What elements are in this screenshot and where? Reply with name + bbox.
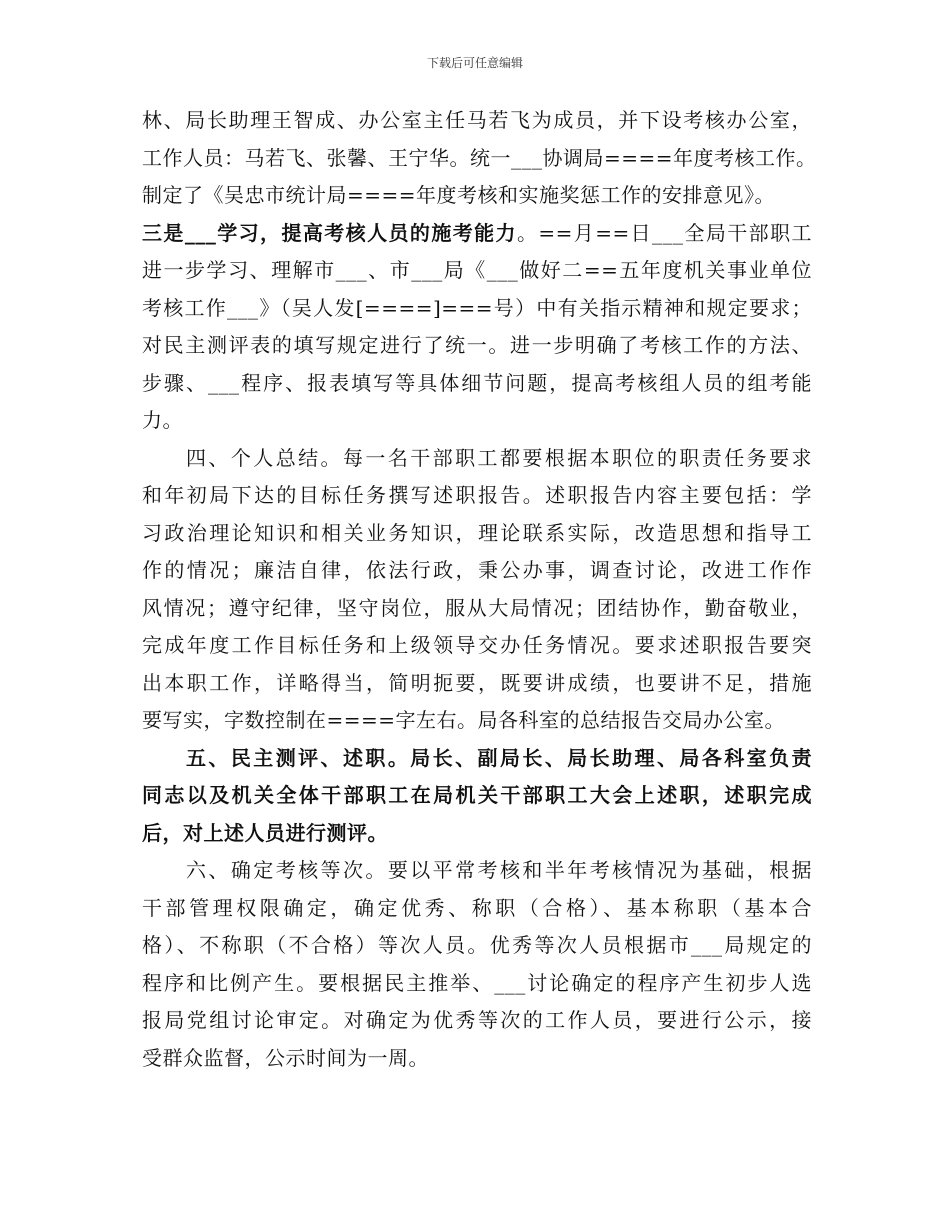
text-line: 习政治理论知识和相关业务知识，理论联系实际，改造思想和指导工 — [142, 520, 812, 545]
text-line: 报局党组讨论审定。对确定为优秀等次的工作人员，要进行公示，接 — [142, 1008, 812, 1032]
text-line: 考核工作___》（吴人发[====]===号）中有关指示精神和规定要求； — [142, 295, 812, 320]
text-line: 四、个人总结。每一名干部职工都要根据本职位的职责任务要求 — [186, 445, 812, 470]
text-line: 风情况；遵守纪律，坚守岗位，服从大局情况；团结协作，勤奋敬业， — [142, 595, 812, 620]
text-line: 六、确定考核等次。要以平常考核和半年考核情况为基础，根据 — [186, 858, 812, 882]
text-line: 力。 — [142, 408, 183, 432]
text-line: 完成年度工作目标任务和上级领导交办任务情况。要求述职报告要突 — [142, 633, 812, 657]
text-line: 干部管理权限确定，确定优秀、称职（合格）、基本称职（基本合 — [142, 895, 812, 920]
page-header: 下载后可任意编辑 — [426, 56, 523, 70]
text-line: 格）、不称职（不合格）等次人员。优秀等次人员根据市___局规定的 — [142, 933, 812, 957]
text-line: 受群众监督，公示时间为一周。 — [142, 1045, 429, 1070]
text-line: 后，对上述人员进行测评。 — [142, 820, 388, 845]
text-line: 制定了《吴忠市统计局====年度考核和实施奖惩工作的安排意见》。 — [142, 183, 776, 207]
text-line: 对民主测评表的填写规定进行了统一。进一步明确了考核工作的方法、 — [142, 333, 812, 357]
text-line — [142, 215, 812, 253]
text-line: 五、民主测评、述职。局长、副局长、局长助理、局各科室负责 — [186, 745, 812, 770]
text-line: 作的情况；廉洁自律，依法行政，秉公办事，调查讨论，改进工作作 — [142, 558, 812, 582]
text-line: 要写实，字数控制在====字左右。局各科室的总结报告交局办公室。 — [142, 708, 786, 732]
text-line: 步骤、___程序、报表填写等具体细节问题，提高考核组人员的组考能 — [142, 370, 812, 395]
document-body — [142, 102, 817, 1077]
text-line: 同志以及机关全体干部职工在局机关干部职工大会上述职，述职完成 — [142, 783, 812, 807]
text-line: 程序和比例产生。要根据民主推举、___讨论确定的程序产生初步人选 — [142, 970, 812, 995]
text-line: 工作人员：马若飞、张馨、王宁华。统一___协调局====年度考核工作。 — [142, 145, 817, 170]
text-line: 进一步学习、理解市___、市___局《___做好二==五年度机关事业单位 — [142, 258, 812, 282]
text-line: 出本职工作，详略得当，简明扼要，既要讲成绩，也要讲不足，措施 — [142, 670, 812, 695]
bold-run: 三是___学习，提高考核人员的施考能力 — [142, 220, 517, 245]
normal-run: 。==月==日___全局干部职工 — [516, 220, 813, 245]
text-line: 林、局长助理王智成、办公室主任马若飞为成员，并下设考核办公室， — [142, 108, 812, 132]
text-line: 和年初局下达的目标任务撰写述职报告。述职报告内容主要包括：学 — [142, 483, 812, 507]
